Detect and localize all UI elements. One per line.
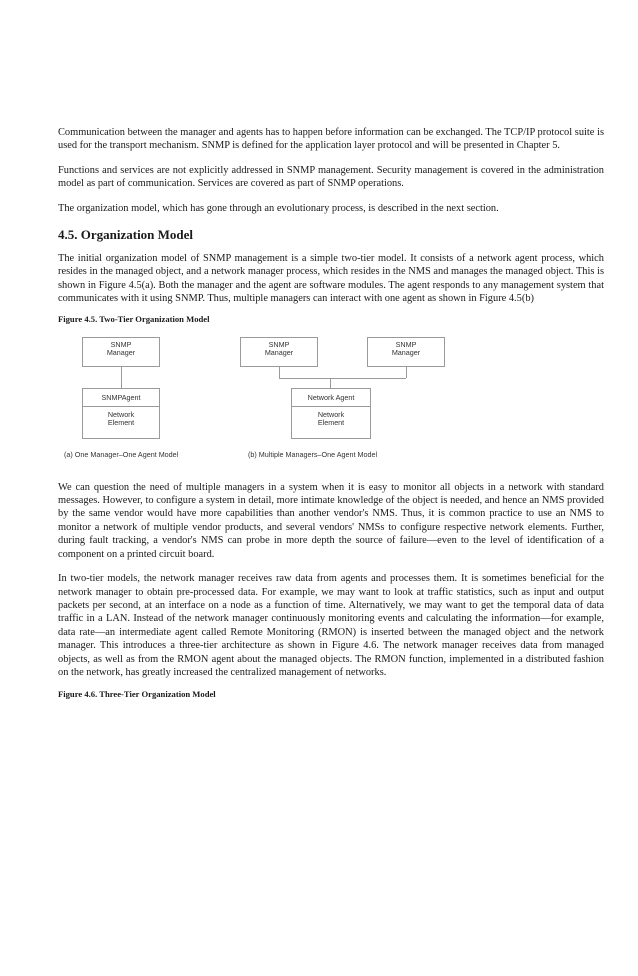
paragraph-organization-intro: The organization model, which has gone through an evolutionary process, is described in the next section. bbox=[58, 202, 499, 214]
figure-4-5a-caption: (a) One Manager–One Agent Model bbox=[64, 449, 179, 459]
paragraph-communication: Communication between the manager and agents has to happen before information can be exchanged. The TCP/IP protocol suite is used for the transport mechanism. SNMP is defined for the application layer protocol and will be presented in Chapter 5. bbox=[58, 127, 604, 152]
network-element-label-b-2: Element bbox=[317, 418, 345, 428]
paragraph-two-tier: The initial organization model of SNMP management is a simple two-tier model. It consists of a network agent process, which resides in the managed object, and a network manager process, which resides in the NMS and manages the managed object. This is shown in Figure 4.5(a). Both the manager and the agent are software modules. The agent responds to any management system that communicates with it using SNMP. Thus, multiple managers can interact with one agent as shown in Figure 4.5(b) bbox=[58, 253, 604, 305]
connector-b-down bbox=[330, 378, 331, 388]
snmp-manager-box-b1 bbox=[240, 337, 318, 367]
connector-b-horizontal bbox=[279, 378, 406, 379]
snmp-manager-label-b1-2: Manager bbox=[264, 348, 294, 358]
section-heading: 4.5. Organization Model bbox=[58, 227, 194, 243]
snmp-manager-label-b1-1: SNMP bbox=[268, 339, 290, 349]
document-page bbox=[58, 126, 604, 706]
connector-b2 bbox=[406, 367, 407, 378]
connector-b1 bbox=[279, 367, 280, 378]
snmp-manager-label-a-2: Manager bbox=[106, 348, 136, 358]
snmp-manager-box-b2 bbox=[367, 337, 445, 367]
figure-4-5-diagram bbox=[58, 331, 604, 481]
snmp-agent-label-a: SNMPAgent bbox=[83, 389, 159, 407]
snmp-manager-label-a-1: SNMP bbox=[110, 339, 132, 349]
snmp-manager-label-b2-1: SNMP bbox=[395, 339, 417, 349]
network-element-label-a-2: Element bbox=[107, 418, 135, 428]
snmp-manager-box-a bbox=[82, 337, 160, 367]
snmp-manager-label-b2-2: Manager bbox=[391, 348, 421, 358]
paragraph-functions-services: Functions and services are not explicitly addressed in SNMP management. Security management is covered in the administration model as part of communication. Services are covered as part of SNMP operations. bbox=[58, 164, 604, 190]
network-element-label-a-1: Network bbox=[107, 409, 135, 419]
figure-4-5b-caption: (b) Multiple Managers–One Agent Model bbox=[248, 449, 378, 459]
agent-element-stack-b bbox=[291, 388, 371, 439]
paragraph-multiple-managers: We can question the need of multiple managers in a system when it is easy to monitor all objects in a network with standard messages. However, to configure a system in detail, more intimate knowledge of the object is needed, and hence an NMS provided by the same vendor would have more capabilities than another vendor's NMS. Thus, it is common practice to use an NMS to monitor a network of multiple vendor products, and several vendors' NMSs to configure respective network elements. Further, during fault tracking, a vendor's NMS can probe in more depth the source of failure—even to the level of identification of a component on a printed circuit board. bbox=[58, 481, 604, 560]
network-element-label-b-1: Network bbox=[317, 409, 345, 419]
figure-4-5-caption: Figure 4.5. Two-Tier Organization Model bbox=[58, 313, 210, 324]
network-agent-label-b: Network Agent bbox=[292, 389, 370, 407]
agent-element-stack-a bbox=[82, 388, 160, 439]
paragraph-three-tier: In two-tier models, the network manager receives raw data from agents and processes them. It is sometimes beneficial for the network manager to obtain pre-processed data. For example, we may want to look at traffic statistics, such as input and output packets per second, at an interface on a node as a function of time. Alternatively, we may want to get the temporal data of data traffic in a LAN. Instead of the network manager continuously monitoring events and calculating the information—for example, data rate—an intermediate agent called Remote Monitoring (RMON) is inserted between the managed object and the network manager. This introduces a three-tier architecture as shown in Figure 4.6. The network manager receives data from managed objects, as well as from the RMON agent about the managed objects. The RMON function, implemented in a distributed fashion on the network, has greatly increased the centralized management of networks. bbox=[58, 573, 604, 678]
figure-4-6-caption: Figure 4.6. Three-Tier Organization Model bbox=[58, 689, 216, 700]
connector-a bbox=[121, 367, 122, 388]
